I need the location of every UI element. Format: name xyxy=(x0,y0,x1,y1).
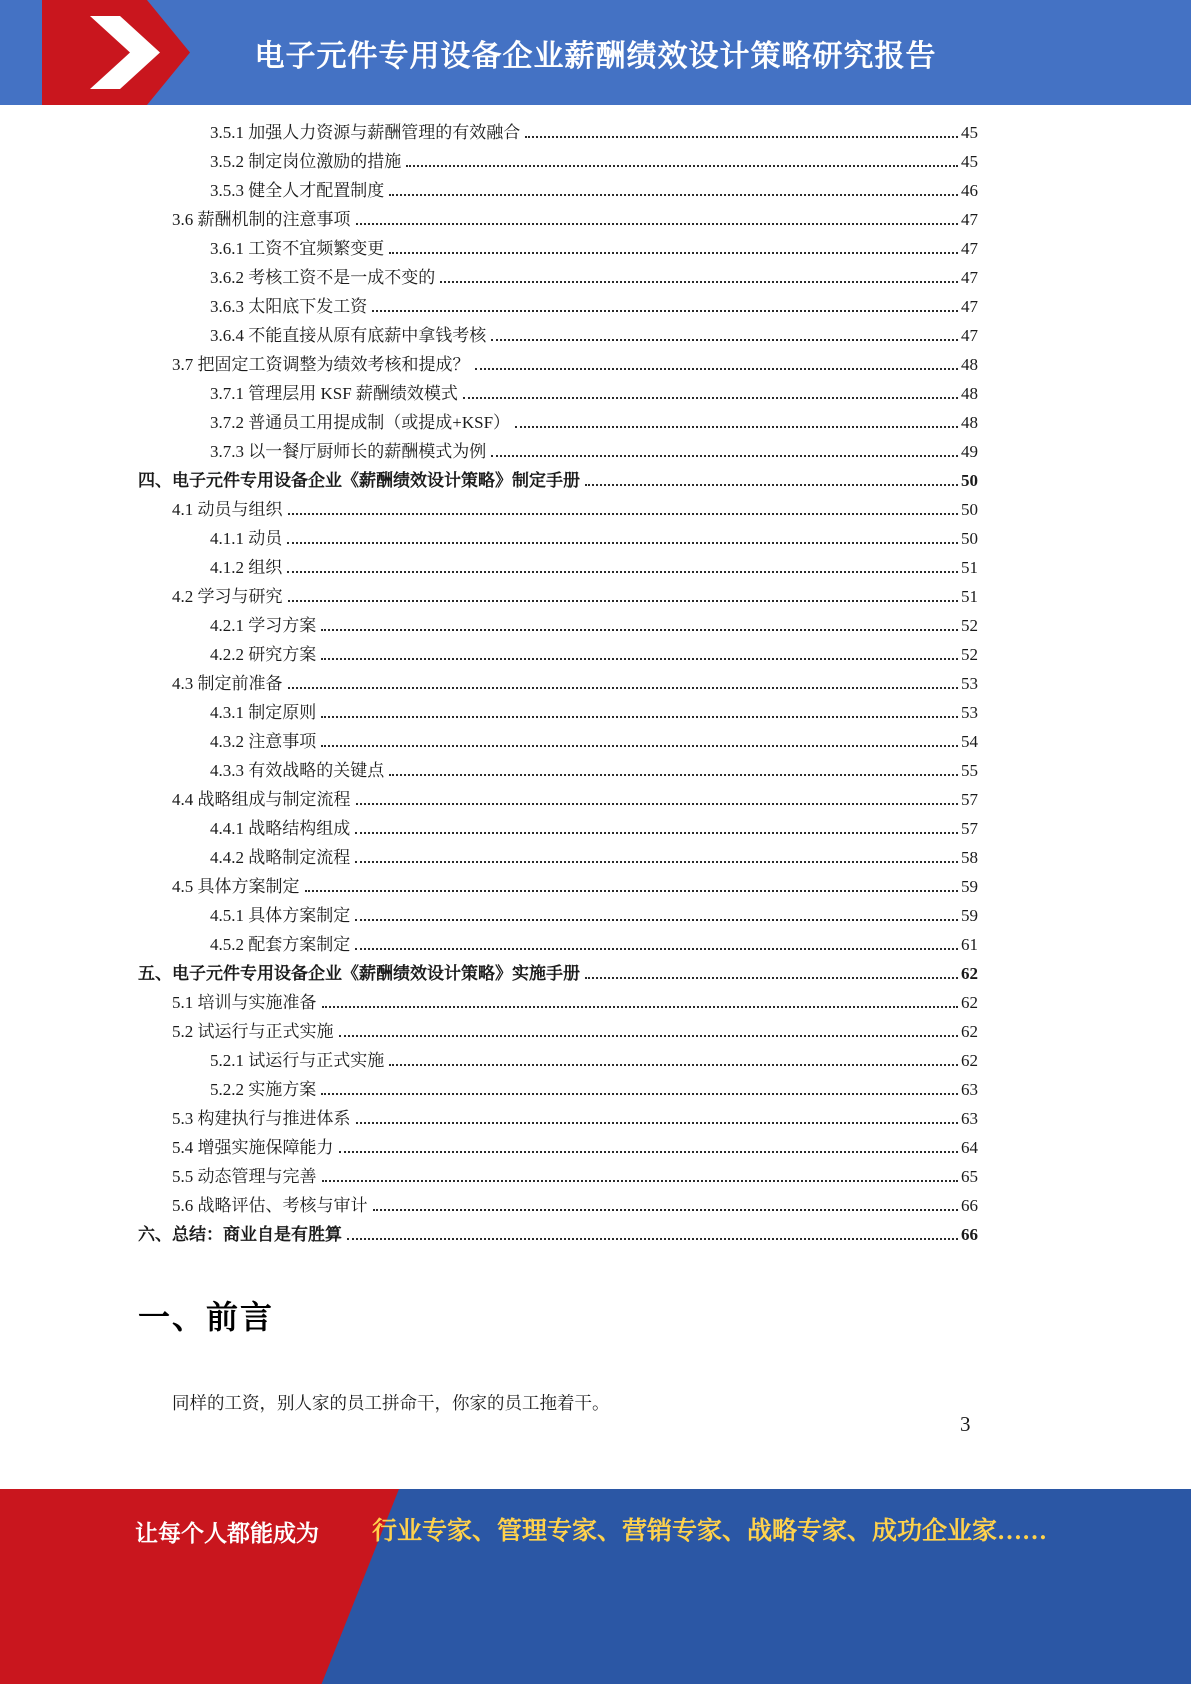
toc-entry-page: 47 xyxy=(961,326,978,345)
toc-leader-dots xyxy=(491,455,958,457)
toc-leader-dots xyxy=(305,890,959,892)
toc-entry-label: 5.4 增强实施保障能力 xyxy=(172,1138,334,1157)
toc-entry xyxy=(138,408,978,437)
toc-leader-dots xyxy=(585,484,958,486)
toc-leader-dots xyxy=(491,339,958,341)
toc-entry-page: 46 xyxy=(961,181,978,200)
toc-leader-dots xyxy=(406,165,958,167)
toc-leader-dots xyxy=(515,426,958,428)
toc-entry-label: 4.1.1 动员 xyxy=(210,529,283,548)
toc-entry-page: 53 xyxy=(961,703,978,722)
toc-entry-page: 55 xyxy=(961,761,978,780)
toc-entry-label: 3.6.3 太阳底下发工资 xyxy=(210,297,368,316)
toc-entry-label: 3.6 薪酬机制的注意事项 xyxy=(172,210,351,229)
toc-leader-dots xyxy=(287,571,958,573)
toc-entry-label: 3.6.2 考核工资不是一成不变的 xyxy=(210,268,436,287)
toc-entry-page: 53 xyxy=(961,674,978,693)
toc-leader-dots xyxy=(463,397,958,399)
toc-entry xyxy=(138,118,978,147)
toc-entry-label: 4.1 动员与组织 xyxy=(172,500,283,519)
toc-entry-label: 五、电子元件专用设备企业《薪酬绩效设计策略》实施手册 xyxy=(138,964,580,983)
toc-leader-dots xyxy=(525,136,958,138)
toc-entry-label: 3.5.2 制定岗位激励的措施 xyxy=(210,152,402,171)
toc-entry-page: 63 xyxy=(961,1080,978,1099)
toc-entry-page: 62 xyxy=(961,964,978,983)
toc-entry-label: 5.2.1 试运行与正式实施 xyxy=(210,1051,385,1070)
toc-entry-page: 45 xyxy=(961,152,978,171)
toc-entry-page: 61 xyxy=(961,935,978,954)
preface-paragraph: 同样的工资，别人家的员工拼命干，你家的员工拖着干。 xyxy=(172,1393,610,1413)
toc-entry-label: 3.6.1 工资不宜频繁变更 xyxy=(210,239,385,258)
toc-entry-label: 4.4.1 战略结构组成 xyxy=(210,819,351,838)
page-number: 3 xyxy=(960,1412,971,1436)
toc-entry-label: 4.3.3 有效战略的关键点 xyxy=(210,761,385,780)
toc-entry-label: 5.2.2 实施方案 xyxy=(210,1080,317,1099)
toc-entry xyxy=(138,843,978,872)
toc-entry-page: 63 xyxy=(961,1109,978,1128)
toc-entry-page: 65 xyxy=(961,1167,978,1186)
toc-leader-dots xyxy=(389,194,958,196)
toc-entry-label: 3.5.1 加强人力资源与薪酬管理的有效融合 xyxy=(210,123,521,142)
toc-entry-page: 66 xyxy=(961,1196,978,1215)
toc-entry-label: 4.2.2 研究方案 xyxy=(210,645,317,664)
toc-entry xyxy=(138,814,978,843)
toc-entry xyxy=(138,379,978,408)
toc-entry xyxy=(138,292,978,321)
toc-leader-dots xyxy=(356,223,959,225)
toc-leader-dots xyxy=(389,774,958,776)
toc-entry xyxy=(138,1017,978,1046)
toc-leader-dots xyxy=(321,629,958,631)
toc-entry xyxy=(138,640,978,669)
toc-entry-page: 58 xyxy=(961,848,978,867)
toc-entry-page: 45 xyxy=(961,123,978,142)
toc-entry-page: 57 xyxy=(961,819,978,838)
toc-entry-page: 62 xyxy=(961,1022,978,1041)
toc-leader-dots xyxy=(322,1180,959,1182)
toc-entry-label: 5.1 培训与实施准备 xyxy=(172,993,317,1012)
toc-entry xyxy=(138,1133,978,1162)
toc-leader-dots xyxy=(373,1209,959,1211)
toc-entry xyxy=(138,785,978,814)
toc-leader-dots xyxy=(321,1093,958,1095)
toc-entry-label: 3.7 把固定工资调整为绩效考核和提成？ xyxy=(172,355,470,374)
toc-entry-label: 4.2 学习与研究 xyxy=(172,587,283,606)
toc-entry-page: 66 xyxy=(961,1225,978,1244)
toc-entry xyxy=(138,1220,978,1249)
toc-entry xyxy=(138,263,978,292)
toc-list xyxy=(138,118,978,1249)
toc-entry xyxy=(138,872,978,901)
toc-entry xyxy=(138,901,978,930)
toc-entry-label: 5.6 战略评估、考核与审计 xyxy=(172,1196,368,1215)
toc-leader-dots xyxy=(389,252,958,254)
report-title: 电子元件专用设备企业薪酬绩效设计策略研究报告 xyxy=(254,39,937,73)
toc-entry-page: 52 xyxy=(961,645,978,664)
toc-entry xyxy=(138,727,978,756)
toc-entry-label: 4.4.2 战略制定流程 xyxy=(210,848,351,867)
toc-entry xyxy=(138,176,978,205)
toc-leader-dots xyxy=(585,977,958,979)
toc-leader-dots xyxy=(288,687,959,689)
toc-leader-dots xyxy=(322,1006,959,1008)
toc-leader-dots xyxy=(475,368,959,370)
toc-leader-dots xyxy=(356,1122,959,1124)
toc-entry-page: 47 xyxy=(961,239,978,258)
toc-entry-page: 51 xyxy=(961,587,978,606)
toc-entry-label: 5.2 试运行与正式实施 xyxy=(172,1022,334,1041)
toc-entry-label: 六、总结：商业自是有胜算 xyxy=(138,1225,342,1244)
toc-entry-page: 48 xyxy=(961,355,978,374)
toc-entry xyxy=(138,321,978,350)
toc-entry xyxy=(138,495,978,524)
toc-entry-page: 62 xyxy=(961,1051,978,1070)
toc-leader-dots xyxy=(339,1035,959,1037)
footer-band xyxy=(0,1489,1191,1684)
toc-entry-label: 4.3.1 制定原则 xyxy=(210,703,317,722)
toc-entry-label: 3.7.1 管理层用 KSF 薪酬绩效模式 xyxy=(210,384,458,403)
toc-entry xyxy=(138,669,978,698)
toc-entry-page: 52 xyxy=(961,616,978,635)
toc-leader-dots xyxy=(440,281,958,283)
toc-entry xyxy=(138,930,978,959)
toc-entry xyxy=(138,234,978,263)
toc-entry-page: 62 xyxy=(961,993,978,1012)
toc-entry xyxy=(138,1191,978,1220)
toc-entry-page: 48 xyxy=(961,384,978,403)
toc-entry xyxy=(138,756,978,785)
toc-entry xyxy=(138,959,978,988)
toc-entry-page: 47 xyxy=(961,297,978,316)
toc-leader-dots xyxy=(355,832,958,834)
toc-leader-dots xyxy=(355,861,958,863)
toc-entry xyxy=(138,1075,978,1104)
toc-entry-page: 48 xyxy=(961,413,978,432)
toc-entry-page: 57 xyxy=(961,790,978,809)
toc-entry-page: 59 xyxy=(961,877,978,896)
toc-entry-page: 50 xyxy=(961,529,978,548)
toc-entry xyxy=(138,553,978,582)
toc-entry xyxy=(138,147,978,176)
red-chevron-arrow-icon xyxy=(42,0,192,105)
preface-heading: 一、前言 xyxy=(138,1299,275,1335)
toc-entry-page: 64 xyxy=(961,1138,978,1157)
toc-entry-label: 5.5 动态管理与完善 xyxy=(172,1167,317,1186)
toc-leader-dots xyxy=(288,513,959,515)
header-band xyxy=(0,0,1191,105)
toc-leader-dots xyxy=(321,745,958,747)
toc-entry-label: 4.4 战略组成与制定流程 xyxy=(172,790,351,809)
toc-leader-dots xyxy=(355,948,958,950)
toc-entry-label: 4.5.2 配套方案制定 xyxy=(210,935,351,954)
toc-entry xyxy=(138,988,978,1017)
toc-entry-page: 50 xyxy=(961,500,978,519)
toc-entry-page: 54 xyxy=(961,732,978,751)
toc-entry xyxy=(138,582,978,611)
toc-leader-dots xyxy=(287,542,958,544)
toc-entry-label: 4.5 具体方案制定 xyxy=(172,877,300,896)
toc-entry-page: 47 xyxy=(961,210,978,229)
toc-entry-page: 51 xyxy=(961,558,978,577)
toc-entry-label: 3.5.3 健全人才配置制度 xyxy=(210,181,385,200)
toc-leader-dots xyxy=(372,310,958,312)
toc-entry-page: 47 xyxy=(961,268,978,287)
toc-entry-page: 59 xyxy=(961,906,978,925)
toc-leader-dots xyxy=(339,1151,959,1153)
toc-entry-label: 4.3 制定前准备 xyxy=(172,674,283,693)
toc-entry xyxy=(138,1104,978,1133)
footer-right-text: 行业专家、管理专家、营销专家、战略专家、成功企业家…… xyxy=(372,1518,1048,1545)
toc-entry-page: 50 xyxy=(961,471,978,490)
toc-entry xyxy=(138,524,978,553)
toc-entry-label: 3.7.3 以一餐厅厨师长的薪酬模式为例 xyxy=(210,442,487,461)
toc-entry-page: 49 xyxy=(961,442,978,461)
toc-entry-label: 4.5.1 具体方案制定 xyxy=(210,906,351,925)
toc-entry-label: 四、电子元件专用设备企业《薪酬绩效设计策略》制定手册 xyxy=(138,471,580,490)
toc-leader-dots xyxy=(288,600,959,602)
toc-entry-label: 5.3 构建执行与推进体系 xyxy=(172,1109,351,1128)
footer-left-text: 让每个人都能成为 xyxy=(135,1520,319,1546)
toc-leader-dots xyxy=(321,658,958,660)
toc-entry-label: 4.1.2 组织 xyxy=(210,558,283,577)
toc-leader-dots xyxy=(347,1238,958,1240)
toc-entry xyxy=(138,1046,978,1075)
toc-entry xyxy=(138,466,978,495)
toc-entry-label: 3.7.2 普通员工用提成制（或提成+KSF） xyxy=(210,413,511,432)
toc-leader-dots xyxy=(321,716,958,718)
toc-entry xyxy=(138,698,978,727)
toc-leader-dots xyxy=(356,803,959,805)
toc-entry-label: 4.3.2 注意事项 xyxy=(210,732,317,751)
toc-entry xyxy=(138,437,978,466)
toc-leader-dots xyxy=(355,919,958,921)
toc-leader-dots xyxy=(389,1064,958,1066)
toc-entry xyxy=(138,205,978,234)
toc-entry-label: 3.6.4 不能直接从原有底薪中拿钱考核 xyxy=(210,326,487,345)
toc-entry xyxy=(138,350,978,379)
toc-entry-label: 4.2.1 学习方案 xyxy=(210,616,317,635)
toc-entry xyxy=(138,1162,978,1191)
toc-entry xyxy=(138,611,978,640)
